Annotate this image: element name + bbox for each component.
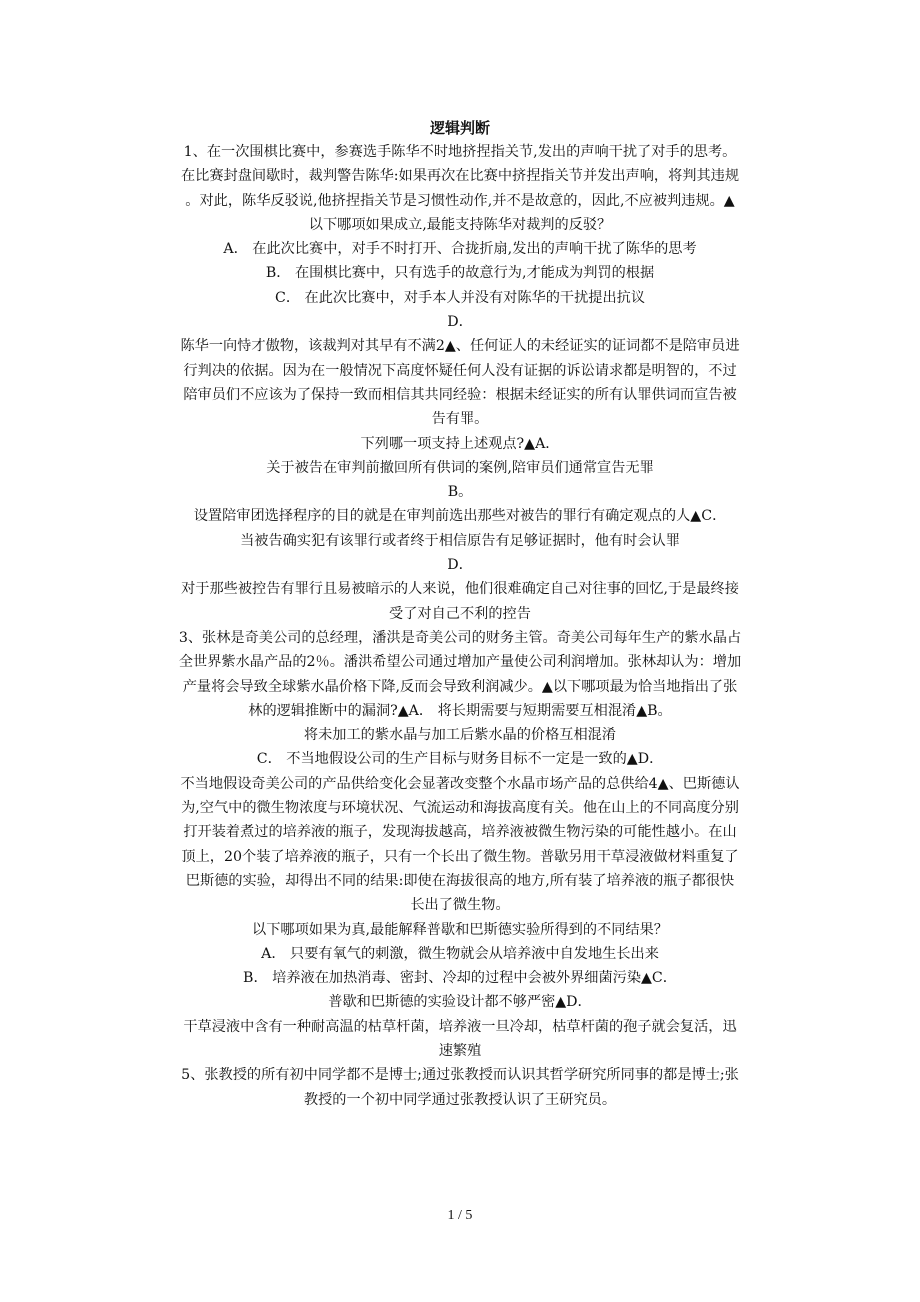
text-line: 教授的一个初中同学通过张教授认识了王研究员。 <box>303 1091 617 1108</box>
text-line: 为,空气中的微生物浓度与环境状况、气流运动和海拔高度有关。他在山上的不同高度分别 <box>181 800 739 817</box>
text-line: 不当地假设奇美公司的产品供给变化会显著改变整个水晶市场产品的总供给4▲、巴斯德认 <box>180 775 740 792</box>
text-line: B． 在围棋比赛中，只有选手的故意行为,才能成为判罚的根据 <box>265 265 655 282</box>
text-line: C． 不当地假设公司的生产目标与财务目标不一定是一致的▲D． <box>256 751 664 768</box>
text-line: 对于那些被控告有罪行且易被暗示的人来说，他们很难确定自己对往事的回忆,于是最终接 <box>181 581 739 598</box>
text-line: 顶上，20个装了培养液的瓶子，只有一个长出了微生物。普歇另用干草浸液做材料重复了 <box>181 848 739 865</box>
text-line: 下列哪一项支持上述观点?▲A． <box>360 435 560 452</box>
text-line: 。对此，陈华反驳说,他挤捏指关节是习惯性动作,并不是故意的，因此,不应被判违规。▲ <box>185 192 735 209</box>
text-line: 3、张林是奇美公司的总经理，潘洪是奇美公司的财务主管。奇美公司每年生产的紫水晶占 <box>178 629 742 646</box>
text-line: 全世界紫水晶产品的2％。潘洪希望公司通过增加产量使公司利润增加。张林却认为：增加 <box>178 654 742 671</box>
text-line: 速繁殖 <box>438 1042 482 1059</box>
document-title: 逻辑判断 <box>429 119 490 137</box>
text-line: 陪审员们不应该为了保持一致而相信其共同经验：根据未经证实的所有认罪供词而宣告被 <box>183 386 737 403</box>
text-line: 1、在一次围棋比赛中，参赛选手陈华不时地挤捏指关节,发出的声响干扰了对手的思考。 <box>183 144 737 160</box>
text-line: A． 在此次比赛中，对手不时打开、合拢折扇,发出的声响干扰了陈华的思考 <box>223 241 697 258</box>
text-line: A． 只要有氧气的刺激，微生物就会从培养液中自发地生长出来 <box>261 945 659 962</box>
text-line: 林的逻辑推断中的漏洞?▲A． 将长期需要与短期需要互相混淆▲B。 <box>248 702 672 719</box>
text-line: 关于被告在审判前撤回所有供词的案例,陪审员们通常宣告无罪 <box>266 459 654 476</box>
text-line: 巴斯德的实验，却得出不同的结果:即使在海拔很高的地方,所有装了培养液的瓶子都很快 <box>185 872 735 889</box>
text-line: B． 培养液在加热消毒、密封、冷却的过程中会被外界细菌污染▲C． <box>243 970 677 987</box>
text-line: B。 <box>447 484 473 501</box>
text-line: 行判决的依据。因为在一般情况下高度怀疑任何人没有证据的诉讼请求都是明智的，不过 <box>183 362 737 379</box>
text-lines <box>140 140 780 1112</box>
text-line: C． 在此次比赛中，对手本人并没有对陈华的干扰提出抗议 <box>274 289 646 306</box>
text-line: 告有罪。 <box>431 411 489 428</box>
text-line: 干草浸液中含有一种耐高温的枯草杆菌，培养液一旦冷却，枯草杆菌的孢子就会复活，迅 <box>183 1018 737 1035</box>
text-line: 普歇和巴斯德的实验设计都不够严密▲D． <box>328 994 592 1011</box>
text-line: 陈华一向恃才傲物，该裁判对其早有不满2▲、任何证人的未经证实的证词都不是陪审员进 <box>180 338 740 355</box>
text-line: 长出了微生物。 <box>410 897 510 914</box>
text-line: 以下哪项如果为真,最能解释普歇和巴斯德实验所得到的不同结果？ <box>252 921 668 938</box>
text-line: 将未加工的紫水晶与加工后紫水晶的价格互相混淆 <box>303 727 617 744</box>
text-line: 当被告确实犯有该罪行或者终于相信原告有足够证据时，他有时会认罪 <box>240 532 680 549</box>
text-line: 受了对自己不利的控告 <box>389 605 531 622</box>
text-line: 设置陪审团选择程序的目的就是在审判前选出那些对被告的罪行有确定观点的人▲C． <box>193 508 727 525</box>
text-line: 打开装着煮过的培养液的瓶子，发现海拔越高，培养液被微生物污染的可能性越小。在山 <box>183 824 737 841</box>
text-line: 以下哪项如果成立,最能支持陈华对裁判的反驳？ <box>308 216 612 233</box>
page-number: 1 / 5 <box>447 1208 473 1223</box>
text-line: 在比赛封盘间歇时，裁判警告陈华:如果再次在比赛中挤捏指关节并发出声响，将判其违规 <box>180 168 740 185</box>
text-line: D． <box>447 557 473 574</box>
text-line: D． <box>447 314 473 331</box>
text-line: 5、张教授的所有初中同学都不是博士;通过张教授而认识其哲学研究所同事的都是博士;张 <box>181 1067 739 1084</box>
text-line: 产量将会导致全球紫水晶价格下降,反而会导致利润减少。▲以下哪项最为恰当地指出了张 <box>182 678 738 695</box>
document-body <box>140 116 780 1112</box>
